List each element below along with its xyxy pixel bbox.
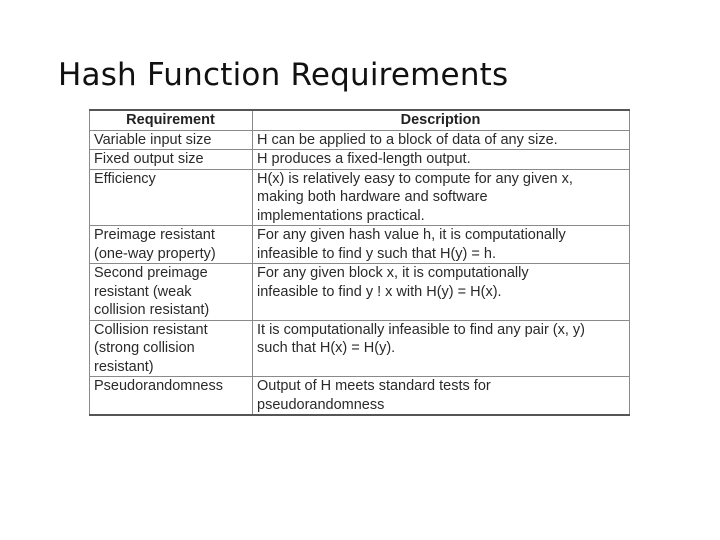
- description-cell: [253, 264, 630, 321]
- description-cell: [253, 169, 630, 226]
- cell-line: (strong collision: [94, 340, 195, 356]
- cell-line: resistant): [94, 358, 154, 375]
- cell-line: Fixed output size: [94, 151, 204, 167]
- table-row: [90, 130, 630, 150]
- table-row: [90, 377, 630, 416]
- cell-line: H(x) is relatively easy to compute for any given x,: [257, 170, 573, 187]
- cell-line: infeasible to find y ! x with H(y) = H(x).: [257, 283, 502, 300]
- cell-line: Collision resistant: [94, 321, 208, 338]
- requirement-cell: [90, 320, 253, 377]
- requirement-cell: [90, 169, 253, 226]
- cell-line: making both hardware and software: [257, 189, 488, 205]
- cell-line: resistant (weak: [94, 283, 192, 300]
- cell-line: collision resistant): [94, 302, 210, 318]
- cell-line: H produces a fixed-length output.: [257, 151, 471, 167]
- description-cell: [253, 377, 630, 416]
- requirement-cell: [90, 130, 253, 150]
- cell-line: Pseudorandomness: [94, 378, 223, 394]
- requirement-cell: [90, 150, 253, 170]
- cell-line: such that H(x) = H(y).: [257, 340, 396, 356]
- requirements-table: [89, 109, 630, 416]
- table-row: [90, 264, 630, 321]
- requirement-cell: [90, 377, 253, 416]
- description-cell: [253, 320, 630, 377]
- description-cell: [253, 226, 630, 264]
- description-cell: [253, 150, 630, 170]
- cell-line: For any given block x, it is computationally: [257, 265, 529, 281]
- cell-line: pseudorandomness: [257, 396, 385, 413]
- cell-line: infeasible to find y such that H(y) = h.: [257, 245, 496, 262]
- cell-line: Variable input size: [94, 131, 212, 148]
- cell-line: It is computationally infeasible to find any pair (x, y): [257, 321, 586, 338]
- slide-title: Hash Function Requirements: [58, 57, 509, 93]
- table-row: [90, 320, 630, 377]
- table-header-row: [90, 110, 630, 130]
- cell-line: Preimage resistant: [94, 227, 215, 243]
- cell-line: Efficiency: [94, 170, 156, 187]
- header-requirement: Requirement: [90, 110, 253, 130]
- requirement-cell: [90, 226, 253, 264]
- cell-line: Second preimage: [94, 265, 208, 281]
- cell-line: (one-way property): [94, 245, 216, 262]
- header-description: Description: [253, 110, 630, 130]
- cell-line: For any given hash value h, it is computationally: [257, 227, 566, 243]
- cell-line: implementations practical.: [257, 207, 425, 224]
- table-row: [90, 150, 630, 170]
- requirement-cell: [90, 264, 253, 321]
- table-row: [90, 226, 630, 264]
- description-cell: [253, 130, 630, 150]
- cell-line: H can be applied to a block of data of any size.: [257, 131, 558, 148]
- cell-line: Output of H meets standard tests for: [257, 378, 491, 394]
- table-row: [90, 169, 630, 226]
